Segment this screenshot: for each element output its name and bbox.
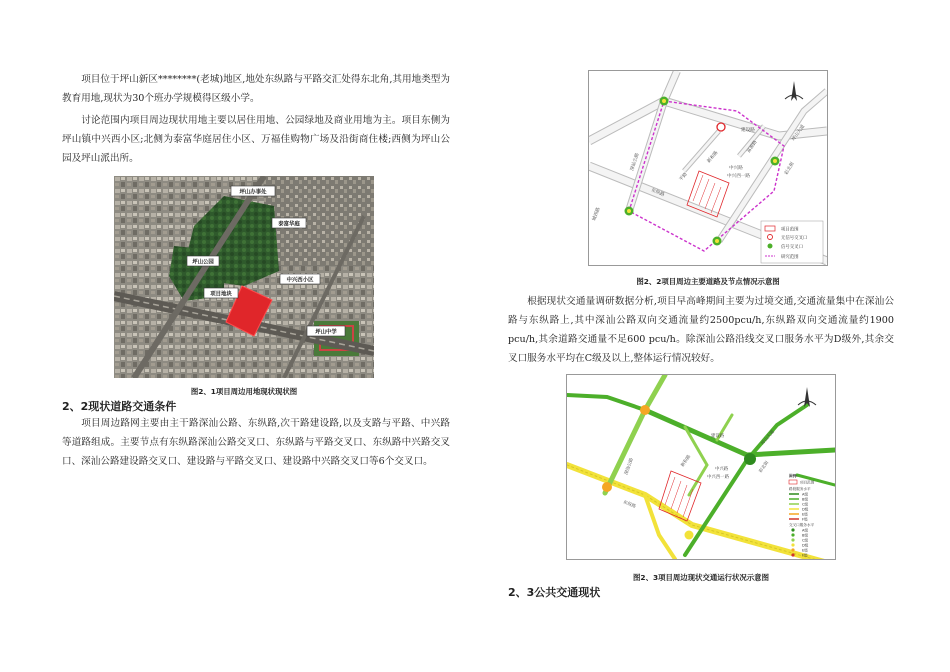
label-school: 坪山中学: [315, 329, 337, 336]
fig3-road-jianshe: 建设路: [711, 434, 725, 439]
fig3-node-level-a: A级: [802, 528, 809, 533]
fig3-road-level-e: E级: [802, 512, 808, 517]
fig3-node-level-b: B级: [802, 533, 809, 538]
fig3-legend-title: 图例:: [789, 474, 798, 478]
road-label-xinhe: 新和路: [706, 150, 720, 165]
paragraph-location: 项目位于坪山新区********(老城)地区,地处东纵路与平路交汇处得东北角,其用地类型为教育用地,现状为30个班办学规模得区级小学。: [62, 74, 450, 104]
section-heading-public-transit: 2、3公共交通现状: [508, 586, 601, 599]
legend-signal-free: 无信号交叉口: [781, 236, 808, 241]
road-label-dongzong: 东纵路: [650, 188, 665, 199]
road-label-fuyuan: 富源路: [746, 139, 759, 155]
legend-boundary: 项目范围: [781, 227, 799, 233]
road-label-pingshan: 坪山大道: [791, 124, 807, 143]
legend-signal: 信号交叉口: [781, 245, 803, 250]
figure-aerial-landuse: [114, 176, 374, 378]
fig3-road-level-a: A级: [802, 492, 809, 497]
label-taifu: 泰富华庭: [278, 221, 300, 228]
fig3-legend-boundary: 项目范围: [800, 480, 815, 485]
fig3-road-caibei: 彩北街: [758, 460, 771, 475]
figure-road-nodes: [588, 70, 828, 266]
fig3-road-level-c: C级: [802, 502, 809, 507]
road-label-zhongxing-west: 中兴西一路: [727, 174, 750, 179]
fig3-road-xinhe: 新和路: [680, 454, 693, 469]
paragraph-road-network: 项目周边路网主要由主干路深汕公路、东纵路,次干路建设路,以及支路与平路、中兴路等道路组成。主要节点有东纵路深汕公路交叉口、东纵路与平路交叉口、东纵路中兴路交叉口、深汕公路建设路交叉口、建设路与平路交叉口、建设路中兴路交叉口等6个交叉口。: [62, 418, 450, 467]
figure-traffic-status: [566, 374, 836, 560]
fig3-road-pingshan: 坪山大道: [760, 429, 776, 447]
fig3-node-level-e: E级: [802, 548, 808, 553]
fig3-road-level-b: B级: [802, 497, 809, 502]
figure2-caption: 图2、2项目周边主要道路及节点情况示意图: [636, 277, 780, 286]
label-zhongxing: 中兴西小区: [286, 277, 314, 284]
paragraph-traffic-volume: 根据现状交通量调研数据分析,项目早高峰期间主要为过境交通,交通流量集中在深汕公路与东纵路上,其中深汕公路双向交通流量约2500pcu/h,东纵路双向交通流量约1900 pcu/h,其余道路交通量不足600 pcu/h。除深汕公路沿线交叉口服务水平为D级外,其余交叉口服务水平均在C级及以上,整体运行情况较好。: [508, 296, 894, 364]
fig3-node-level-f: F级: [802, 553, 808, 558]
fig3-node-level-c: C级: [802, 538, 809, 543]
road-label-zhongxing: 中兴路: [729, 166, 743, 171]
fig3-road-level-f: F级: [802, 517, 808, 522]
fig3-node-level-d: D级: [802, 543, 809, 548]
fig3-road-zhongxing: 中兴路: [715, 467, 729, 472]
fig3-road-level-d: D级: [802, 507, 809, 512]
label-site: 项目地块: [210, 291, 232, 298]
fig3-road-dongzong: 东纵路: [622, 500, 637, 510]
figure3-caption: 图2、3项目周边现状交通运行状况示意图: [633, 573, 769, 582]
road-label-chengxi: 城西路: [592, 207, 602, 222]
section-heading-road-conditions: 2、2现状道路交通条件: [62, 400, 177, 413]
road-label-caibei: 彩北街: [784, 161, 796, 176]
fig3-legend-levels-title: 路段服务水平: [789, 487, 811, 491]
label-park: 坪山公园: [192, 259, 214, 266]
fig3-road-shenshan: 深汕公路: [624, 457, 635, 476]
label-office: 坪山办事处: [239, 189, 267, 196]
road-label-jianshe: 建设路: [741, 128, 755, 133]
road-label-shenshan: 深汕公路: [630, 152, 641, 172]
legend-study: 研究范围: [781, 255, 799, 260]
fig3-legend-node-title: 交叉口服务水平: [789, 523, 815, 527]
paragraph-landuse: 讨论范围内项目周边现状用地主要以居住用地、公园绿地及商业用地为主。项目东侧为坪山镇中兴西小区;北侧为泰富华庭居住小区、万福佳购物广场及沿街商住楼;西侧为坪山公园及坪山派出所。: [62, 115, 450, 164]
road-label-pinglu: 平路: [678, 172, 689, 183]
fig3-road-zhongxing-west: 中兴西一路: [707, 475, 729, 480]
figure1-caption: 图2、1项目周边用地现状现状图: [190, 387, 298, 396]
